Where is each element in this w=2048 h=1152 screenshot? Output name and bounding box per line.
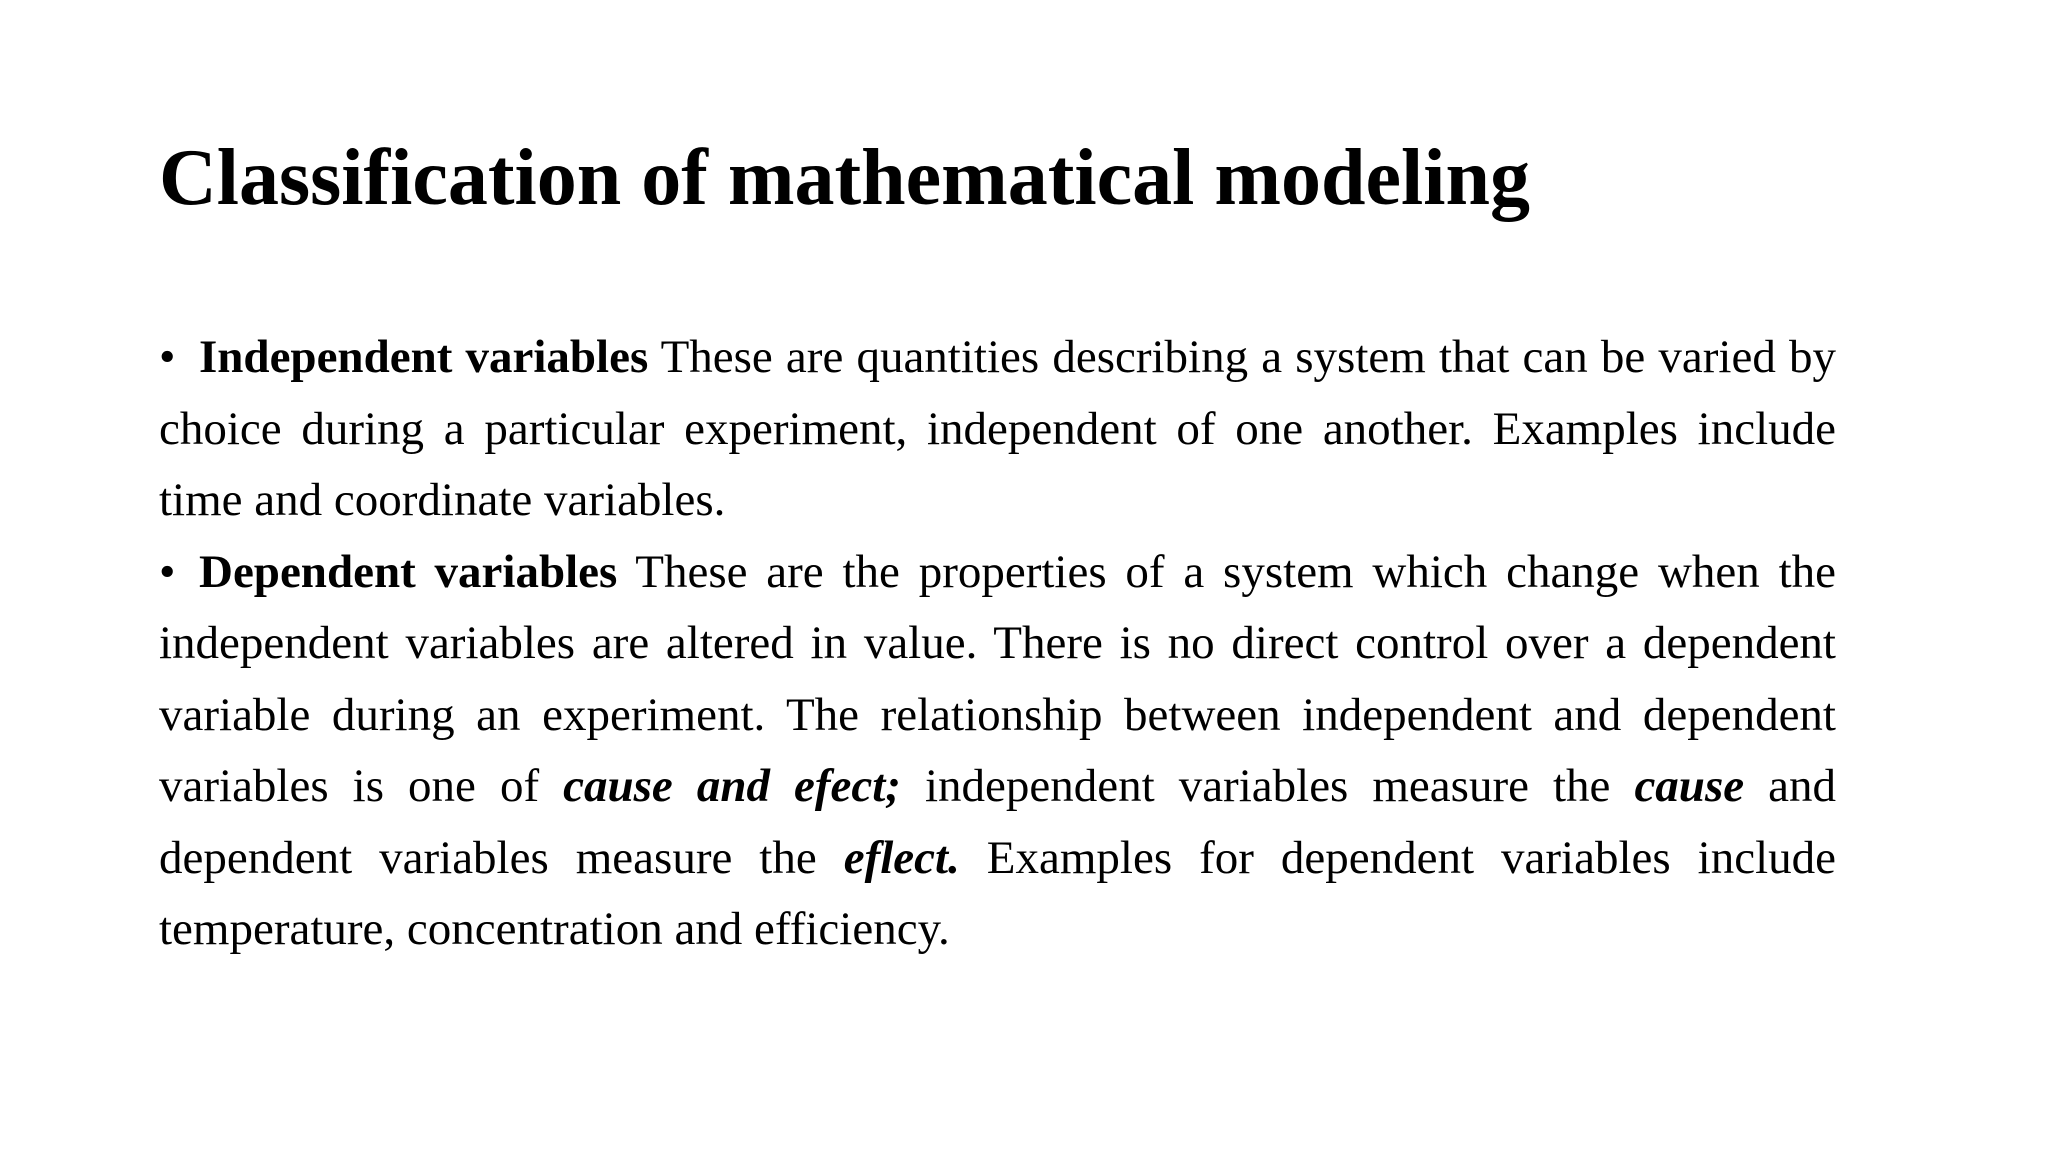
emphasis-cause: cause [1634,760,1745,812]
emphasis-cause-and-effect: cause and efect; [563,760,901,812]
definition-dependent-variables-part-4: Examples for dependent variables include temperature, concentration and efficiency. [159,831,1836,955]
bullet-dependent-variables [159,537,1836,966]
bullet-icon: • [159,331,176,383]
definition-independent-variables: These are quantities describing a system that can be varied by choice during a particular experiment, independent of one another. Examples include time and coordinate variables. [159,331,1836,526]
bullet-icon: • [159,545,176,598]
definition-dependent-variables-part-2: independent variables measure the [900,760,1635,812]
definition-dependent-variables-part-3: and dependent variables measure the [159,760,1836,884]
slide-body [159,322,1836,966]
definition-dependent-variables-part-1: These are the properties of a system which change when the independent variables are altered in value. There is no direct control over a dependent variable during an experiment. The relationship between independent and dependent variables is one of [159,545,1836,812]
emphasis-effect: eflect. [843,831,960,884]
bullet-independent-variables [159,322,1836,537]
term-dependent-variables: Dependent variables [199,545,618,598]
term-independent-variables: Independent variables [199,331,649,383]
slide-title: Classification of mathematical modeling [159,134,1530,222]
